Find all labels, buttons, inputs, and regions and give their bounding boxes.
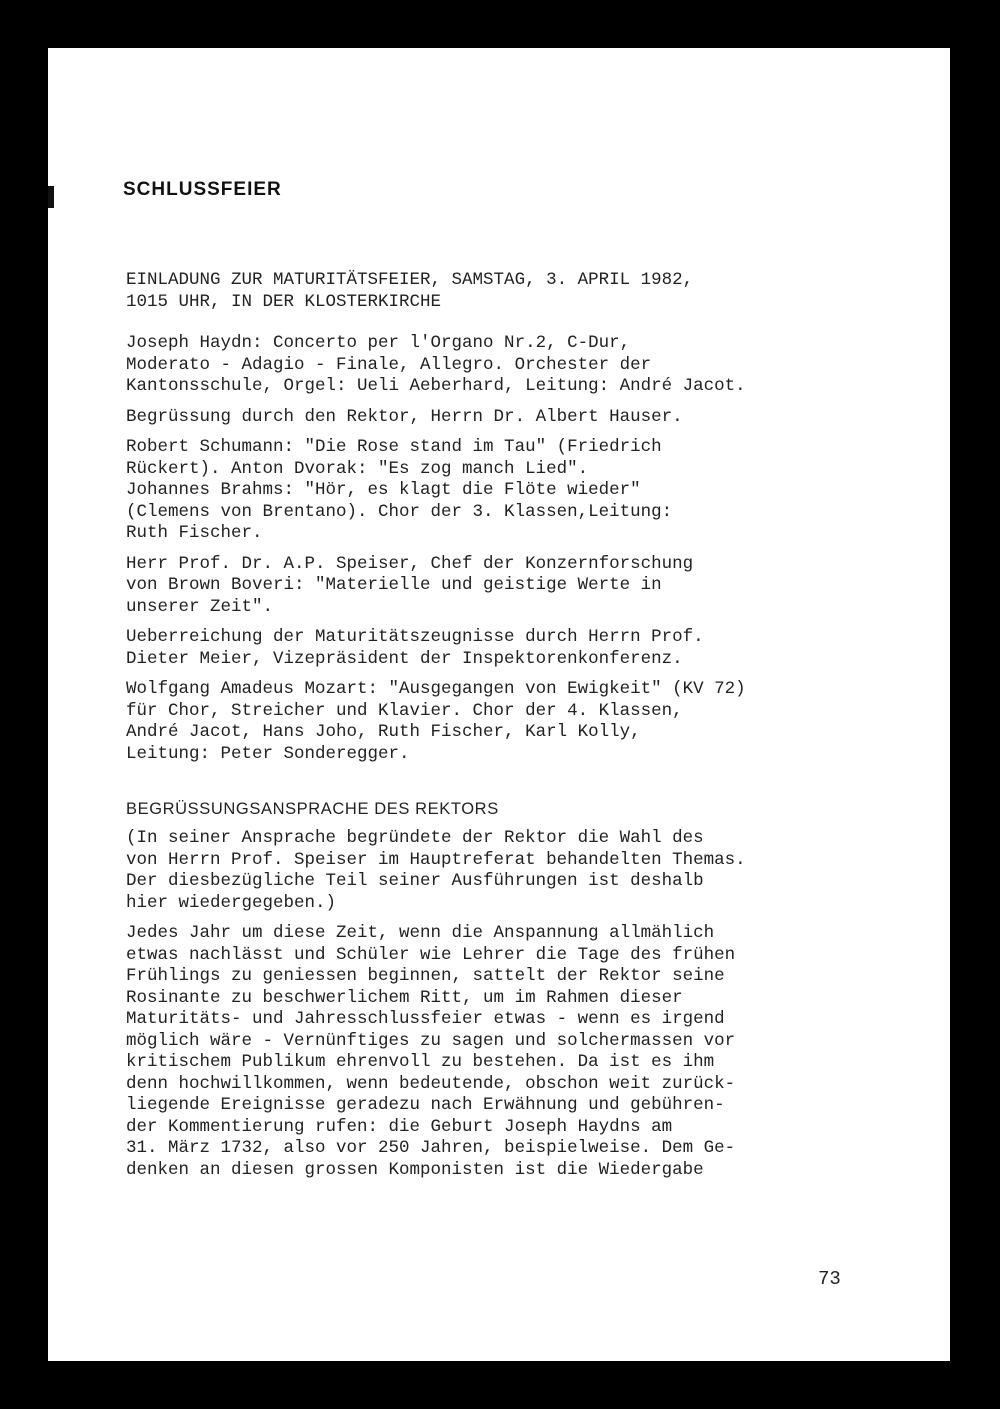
speech-paragraph-line: der Kommentierung rufen: die Geburt Joseph Haydns am — [126, 1116, 673, 1137]
program-item-line: Kantonsschule, Orgel: Ueli Aeberhard, Leitung: André Jacot. — [126, 376, 746, 396]
speech-paragraph-line: denn hochwillkommen, wenn bedeutende, obschon weit zurück- — [126, 1073, 736, 1094]
speech-paragraph-line: Jedes Jahr um diese Zeit, wenn die Anspannung allmählich — [126, 923, 715, 943]
program-item-line: für Chor, Streicher und Klavier. Chor der 4. Klassen, — [126, 700, 683, 721]
program-item-line: Begrüssung durch den Rektor, Herrn Dr. Albert Hauser. — [126, 406, 683, 427]
document-page — [48, 48, 950, 1361]
program-item — [126, 437, 946, 545]
invitation-line: EINLADUNG ZUR MATURITÄTSFEIER, SAMSTAG, 3. APRIL 1982, — [126, 270, 694, 290]
program-item — [126, 679, 946, 765]
speech-paragraph-line: denken an diesen grossen Komponisten ist die Wiedergabe — [126, 1159, 704, 1180]
speech-paragraph-line: hier wiedergegeben.) — [126, 892, 337, 913]
program-list — [126, 333, 946, 774]
program-item-line: von Brown Boveri: "Materielle und geistige Werte in — [126, 575, 662, 595]
speech-paragraph-line: etwas nachlässt und Schüler wie Lehrer die Tage des frühen — [126, 944, 736, 965]
program-item-line: Dieter Meier, Vizepräsident der Inspektorenkonferenz. — [126, 648, 683, 669]
program-item-line: Moderato - Adagio - Finale, Allegro. Orchester der — [126, 354, 652, 375]
speech-paragraph-line: liegende Ereignisse geradezu nach Erwähnung und gebühren- — [126, 1095, 725, 1115]
program-item-line: (Clemens von Brentano). Chor der 3. Klassen,Leitung: — [126, 501, 673, 522]
program-item-line: Ruth Fischer. — [126, 523, 263, 543]
speech-paragraph-line: Frühlings zu geniessen beginnen, sattelt der Rektor seine — [126, 966, 725, 986]
speech-paragraph-line: von Herrn Prof. Speiser im Hauptreferat behandelten Themas. — [126, 849, 746, 870]
speech-paragraph-line: (In seiner Ansprache begründete der Rektor die Wahl des — [126, 828, 704, 848]
program-item-line: Rückert). Anton Dvorak: "Es zog manch Lied". — [126, 458, 589, 479]
speech-paragraph — [126, 923, 946, 1181]
speech-paragraph — [126, 828, 946, 914]
program-item-line: unserer Zeit". — [126, 596, 274, 617]
program-item — [126, 333, 946, 398]
speech-paragraph-line: möglich wäre - Vernünftiges zu sagen und solchermassen vor — [126, 1030, 736, 1051]
program-item — [126, 627, 946, 670]
speech-paragraph-line: Maturitäts- und Jahresschlussfeier etwas - wenn es irgend — [126, 1009, 725, 1029]
program-item-line: Herr Prof. Dr. A.P. Speiser, Chef der Konzernforschung — [126, 553, 694, 574]
speech-heading: BEGRÜSSUNGSANSPRACHE DES REKTORS — [126, 800, 499, 818]
program-item — [126, 407, 946, 429]
page-number: 73 — [818, 1268, 841, 1290]
invitation-line: 1015 UHR, IN DER KLOSTERKIRCHE — [126, 291, 442, 312]
speech-paragraph-line: kritischem Publikum ehrenvoll zu bestehen. Da ist es ihm — [126, 1052, 715, 1072]
invitation — [126, 270, 946, 313]
speech-text — [126, 828, 946, 1190]
program-item — [126, 554, 946, 619]
program-item-line: Robert Schumann: "Die Rose stand im Tau" (Friedrich — [126, 437, 662, 457]
program-item-line: Ueberreichung der Maturitätszeugnisse durch Herrn Prof. — [126, 627, 704, 647]
speech-paragraph-line: Rosinante zu beschwerlichem Ritt, um im Rahmen dieser — [126, 987, 683, 1008]
speech-paragraph-line: Der diesbezügliche Teil seiner Ausführungen ist deshalb — [126, 871, 704, 891]
page-heading: SCHLUSSFEIER — [123, 179, 282, 200]
speech-paragraph-line: 31. März 1732, also vor 250 Jahren, beispielweise. Dem Ge- — [126, 1138, 736, 1158]
program-item-line: Johannes Brahms: "Hör, es klagt die Flöte wieder" — [126, 480, 641, 500]
program-item-line: Leitung: Peter Sonderegger. — [126, 743, 410, 764]
margin-mark — [48, 186, 54, 208]
program-item-line: André Jacot, Hans Joho, Ruth Fischer, Karl Kolly, — [126, 722, 641, 742]
program-item-line: Wolfgang Amadeus Mozart: "Ausgegangen von Ewigkeit" (KV 72) — [126, 679, 746, 699]
program-item-line: Joseph Haydn: Concerto per l'Organo Nr.2, C-Dur, — [126, 333, 631, 353]
